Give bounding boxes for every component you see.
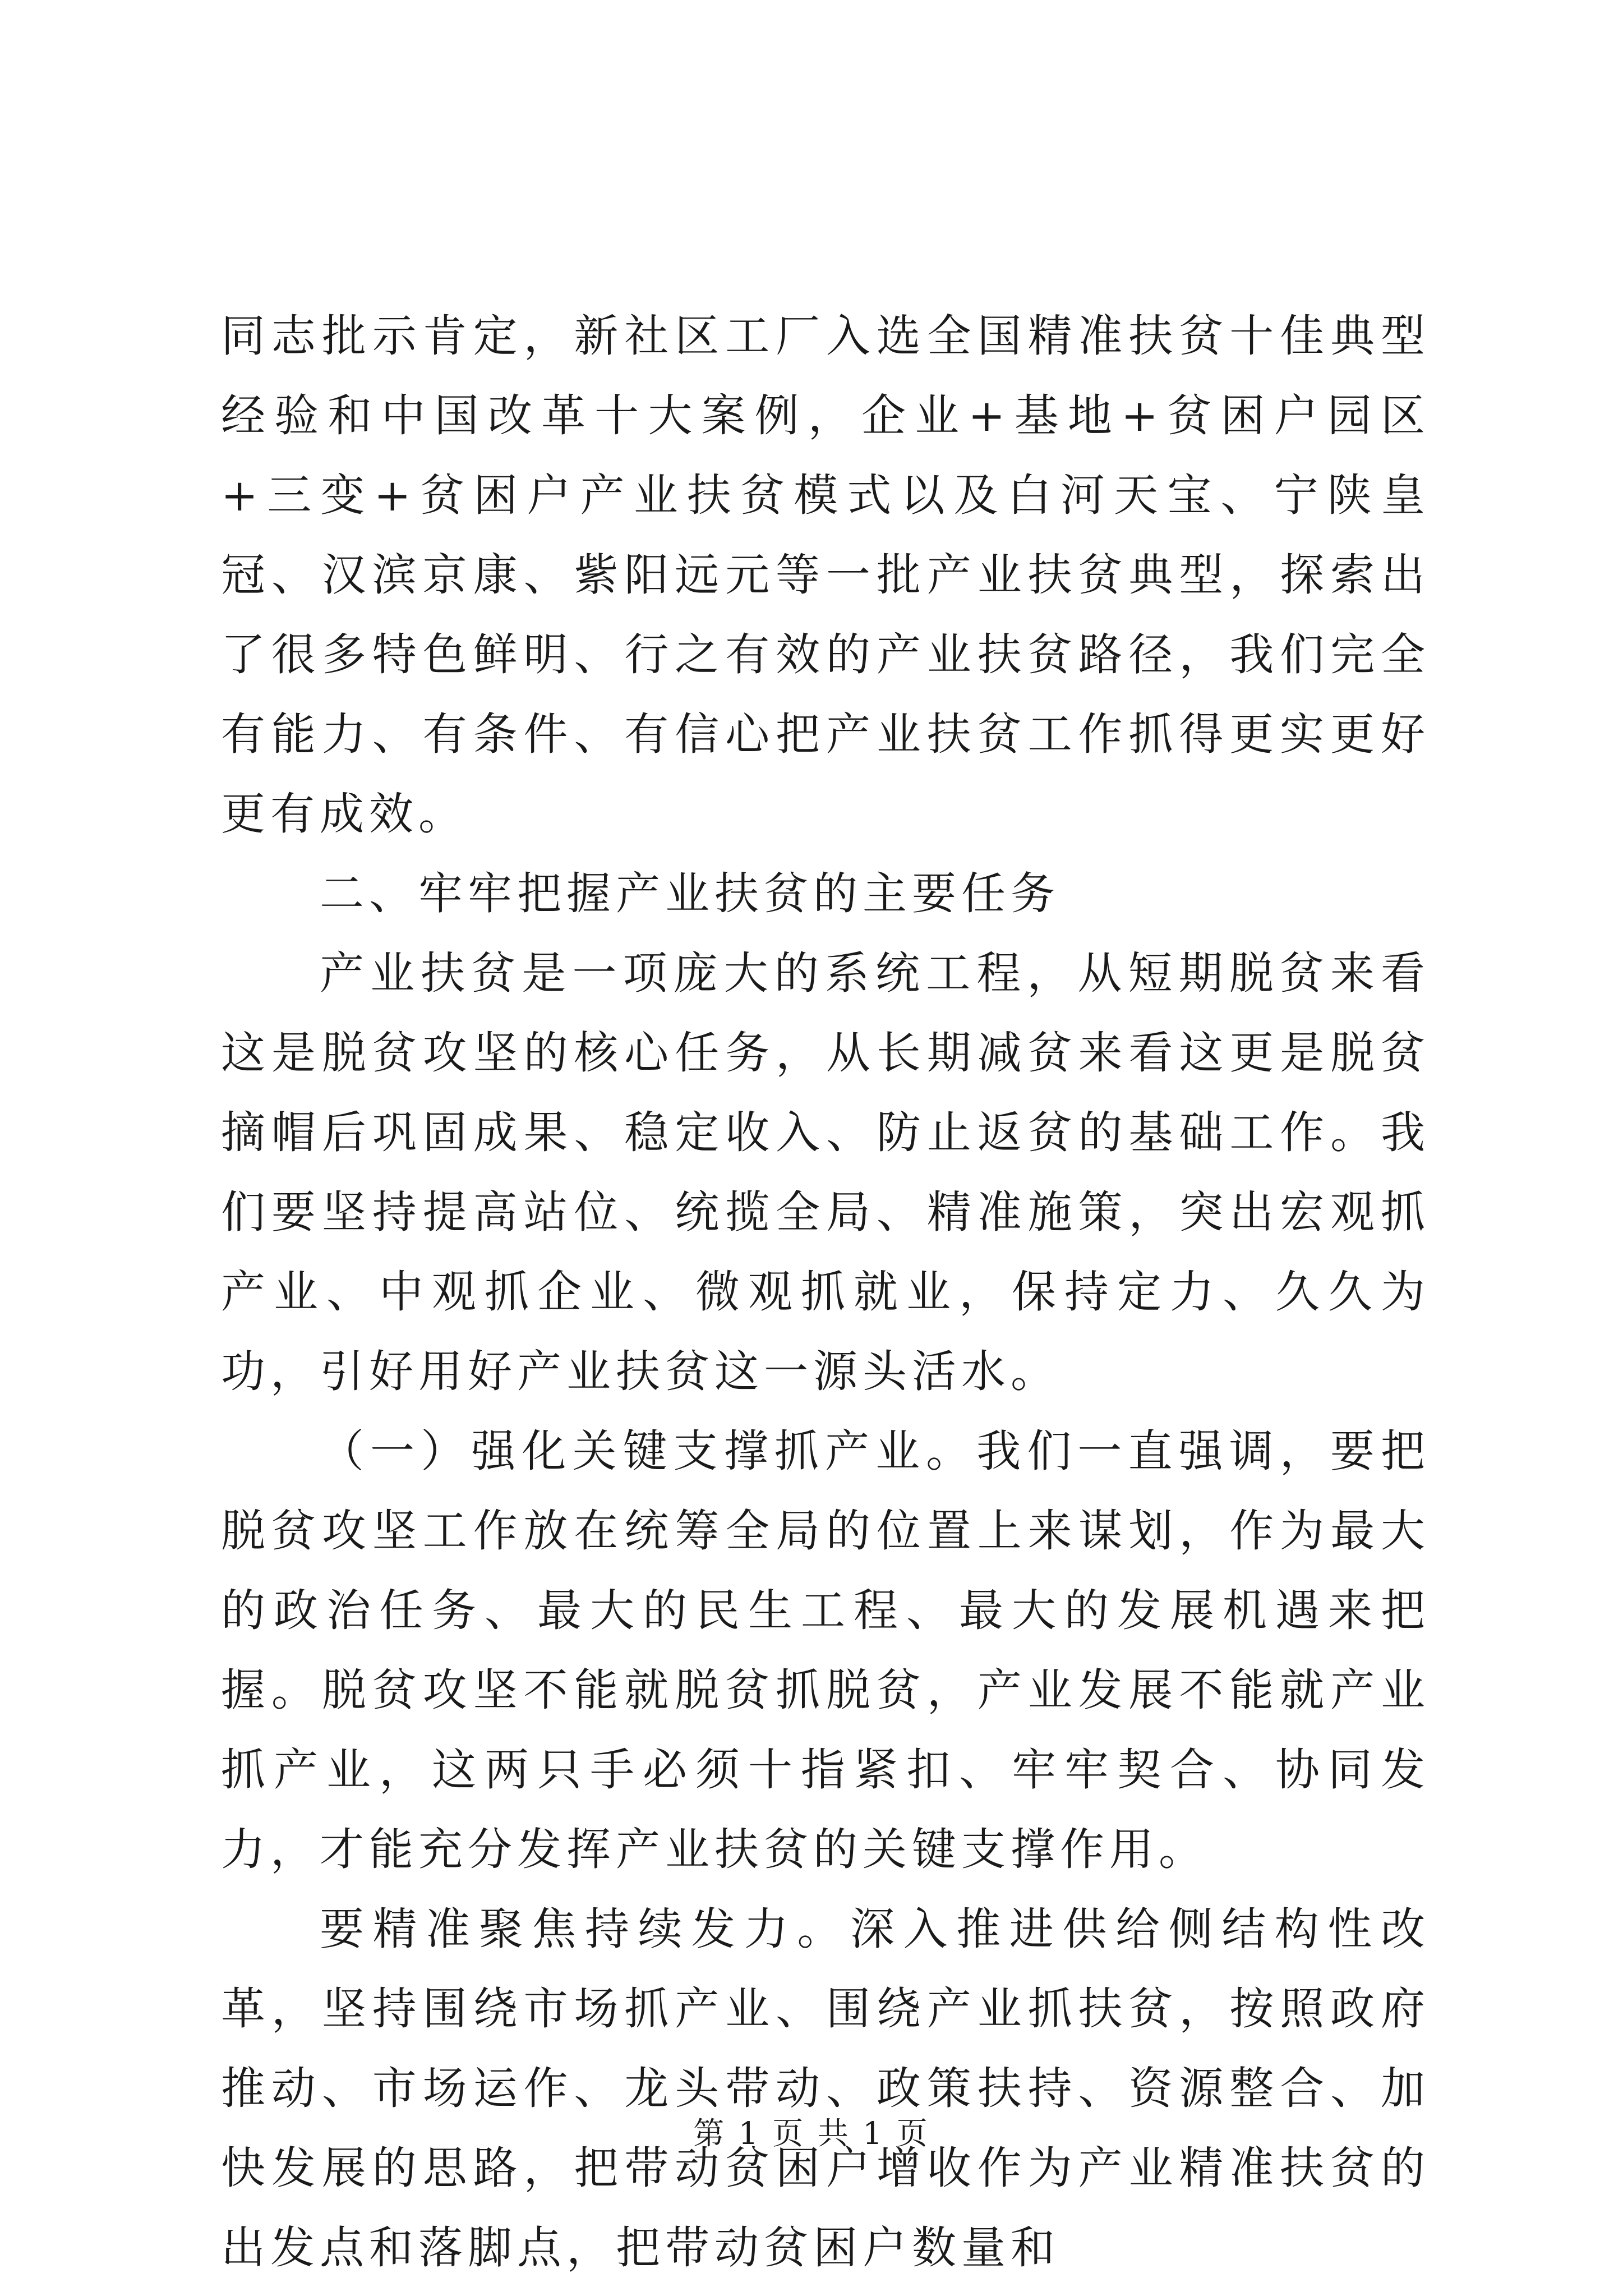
document-body: [221, 296, 1430, 2288]
paragraph-industry-poverty-alleviation: 产业扶贫是一项庞大的系统工程，从短期脱贫来看这是脱贫攻坚的核心任务，从长期减贫来看这更是脱贫摘帽后巩固成果、稳定收入、防止返贫的基础工作。我们要坚持提高站位、统揽全局、精准施策，突出宏观抓产业、中观抓企业、微观抓就业，保持定力、久久为功，引好用好产业扶贫这一源头活水。: [221, 947, 1430, 1397]
paragraph-key-support: （一）强化关键支撑抓产业。我们一直强调，要把脱贫攻坚工作放在统筹全局的位置上来谋划，作为最大的政治任务、最大的民生工程、最大的发展机遇来把握。脱贫攻坚不能就脱贫抓脱贫，产业发展不能就产业抓产业，这两只手必须十指紧扣、牢牢契合、协同发力，才能充分发挥产业扶贫的关键支撑作用。: [221, 1425, 1430, 1875]
section-heading-main-tasks: 二、牢牢把握产业扶贫的主要任务: [320, 868, 1060, 919]
paragraph-continued-intro: 同志批示肯定，新社区工厂入选全国精准扶贫十佳典型经验和中国改革十大案例，企业+基地+贫困户园区+三变+贫困户产业扶贫模式以及白河天宝、宁陕皇冠、汉滨京康、紫阳远元等一批产业扶贫典型，探索出了很多特色鲜明、行之有效的产业扶贫路径，我们完全有能力、有条件、有信心把产业扶贫工作抓得更实更好更有成效。: [221, 310, 1430, 840]
paragraph-precise-focus: 要精准聚焦持续发力。深入推进供给侧结构性改革，坚持围绕市场抓产业、围绕产业抓扶贫，按照政府推动、市场运作、龙头带动、政策扶持、资源整合、加快发展的思路，把带动贫困户增收作为产业精准扶贫的出发点和落脚点，把带动贫困户数量和: [221, 1903, 1430, 2274]
page-footer: 第 1 页 共 1 页: [693, 2115, 930, 2151]
